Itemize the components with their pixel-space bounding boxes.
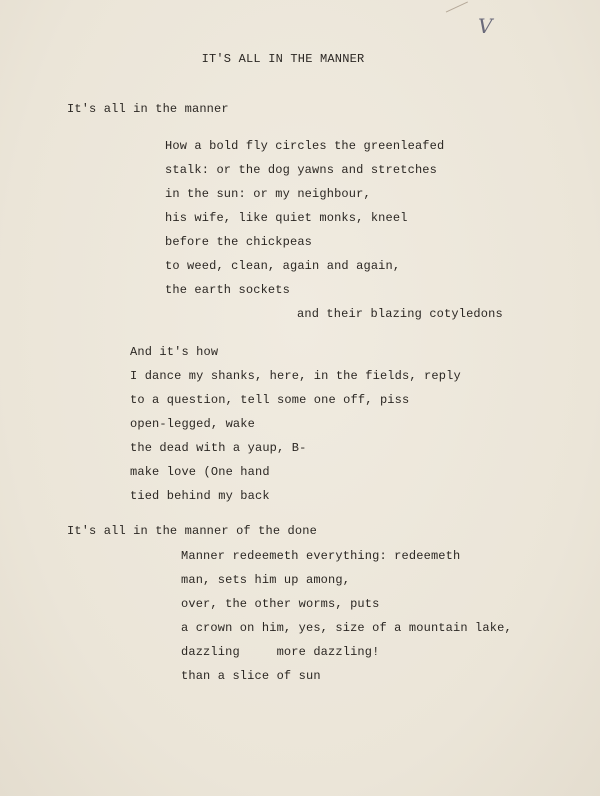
stanza1-line-1: How a bold fly circles the greenleafed: [165, 139, 445, 153]
stanza3-line-6: than a slice of sun: [181, 669, 321, 683]
stanza2-line-3: to a question, tell some one off, piss: [130, 393, 410, 407]
stanza1-line-3: in the sun: or my neighbour,: [165, 187, 371, 201]
stanza2-line-6: make love (One hand: [130, 465, 270, 479]
stanza1-opening: It's all in the manner: [67, 102, 229, 116]
stanza3-opening: It's all in the manner of the done: [67, 524, 317, 538]
poem-title: IT'S ALL IN THE MANNER: [201, 52, 365, 66]
stanza1-line-6: to weed, clean, again and again,: [165, 259, 401, 273]
pencil-stroke: [446, 1, 472, 21]
stanza3-line-3: over, the other worms, puts: [181, 597, 380, 611]
stanza2-line-7: tied behind my back: [130, 489, 270, 503]
stanza3-line-4: a crown on him, yes, size of a mountain lake,: [181, 621, 512, 635]
stanza2-line-2: I dance my shanks, here, in the fields, reply: [130, 369, 461, 383]
stanza3-line-2: man, sets him up among,: [181, 573, 351, 587]
stanza1-closing: and their blazing cotyledons: [297, 307, 503, 321]
stanza2-line-1: And it's how: [130, 345, 219, 359]
check-mark: V: [478, 14, 493, 38]
stanza1-line-2: stalk: or the dog yawns and stretches: [165, 163, 437, 177]
stanza1-line-5: before the chickpeas: [165, 235, 313, 249]
stanza1-line-7: the earth sockets: [165, 283, 290, 297]
stanza3-line-5: dazzling more dazzling!: [181, 645, 380, 659]
stanza2-line-5: the dead with a yaup, B-: [130, 441, 307, 455]
stanza1-line-4: his wife, like quiet monks, kneel: [165, 211, 408, 225]
stanza2-line-4: open-legged, wake: [130, 417, 255, 431]
stanza3-line-1: Manner redeemeth everything: redeemeth: [181, 549, 461, 563]
